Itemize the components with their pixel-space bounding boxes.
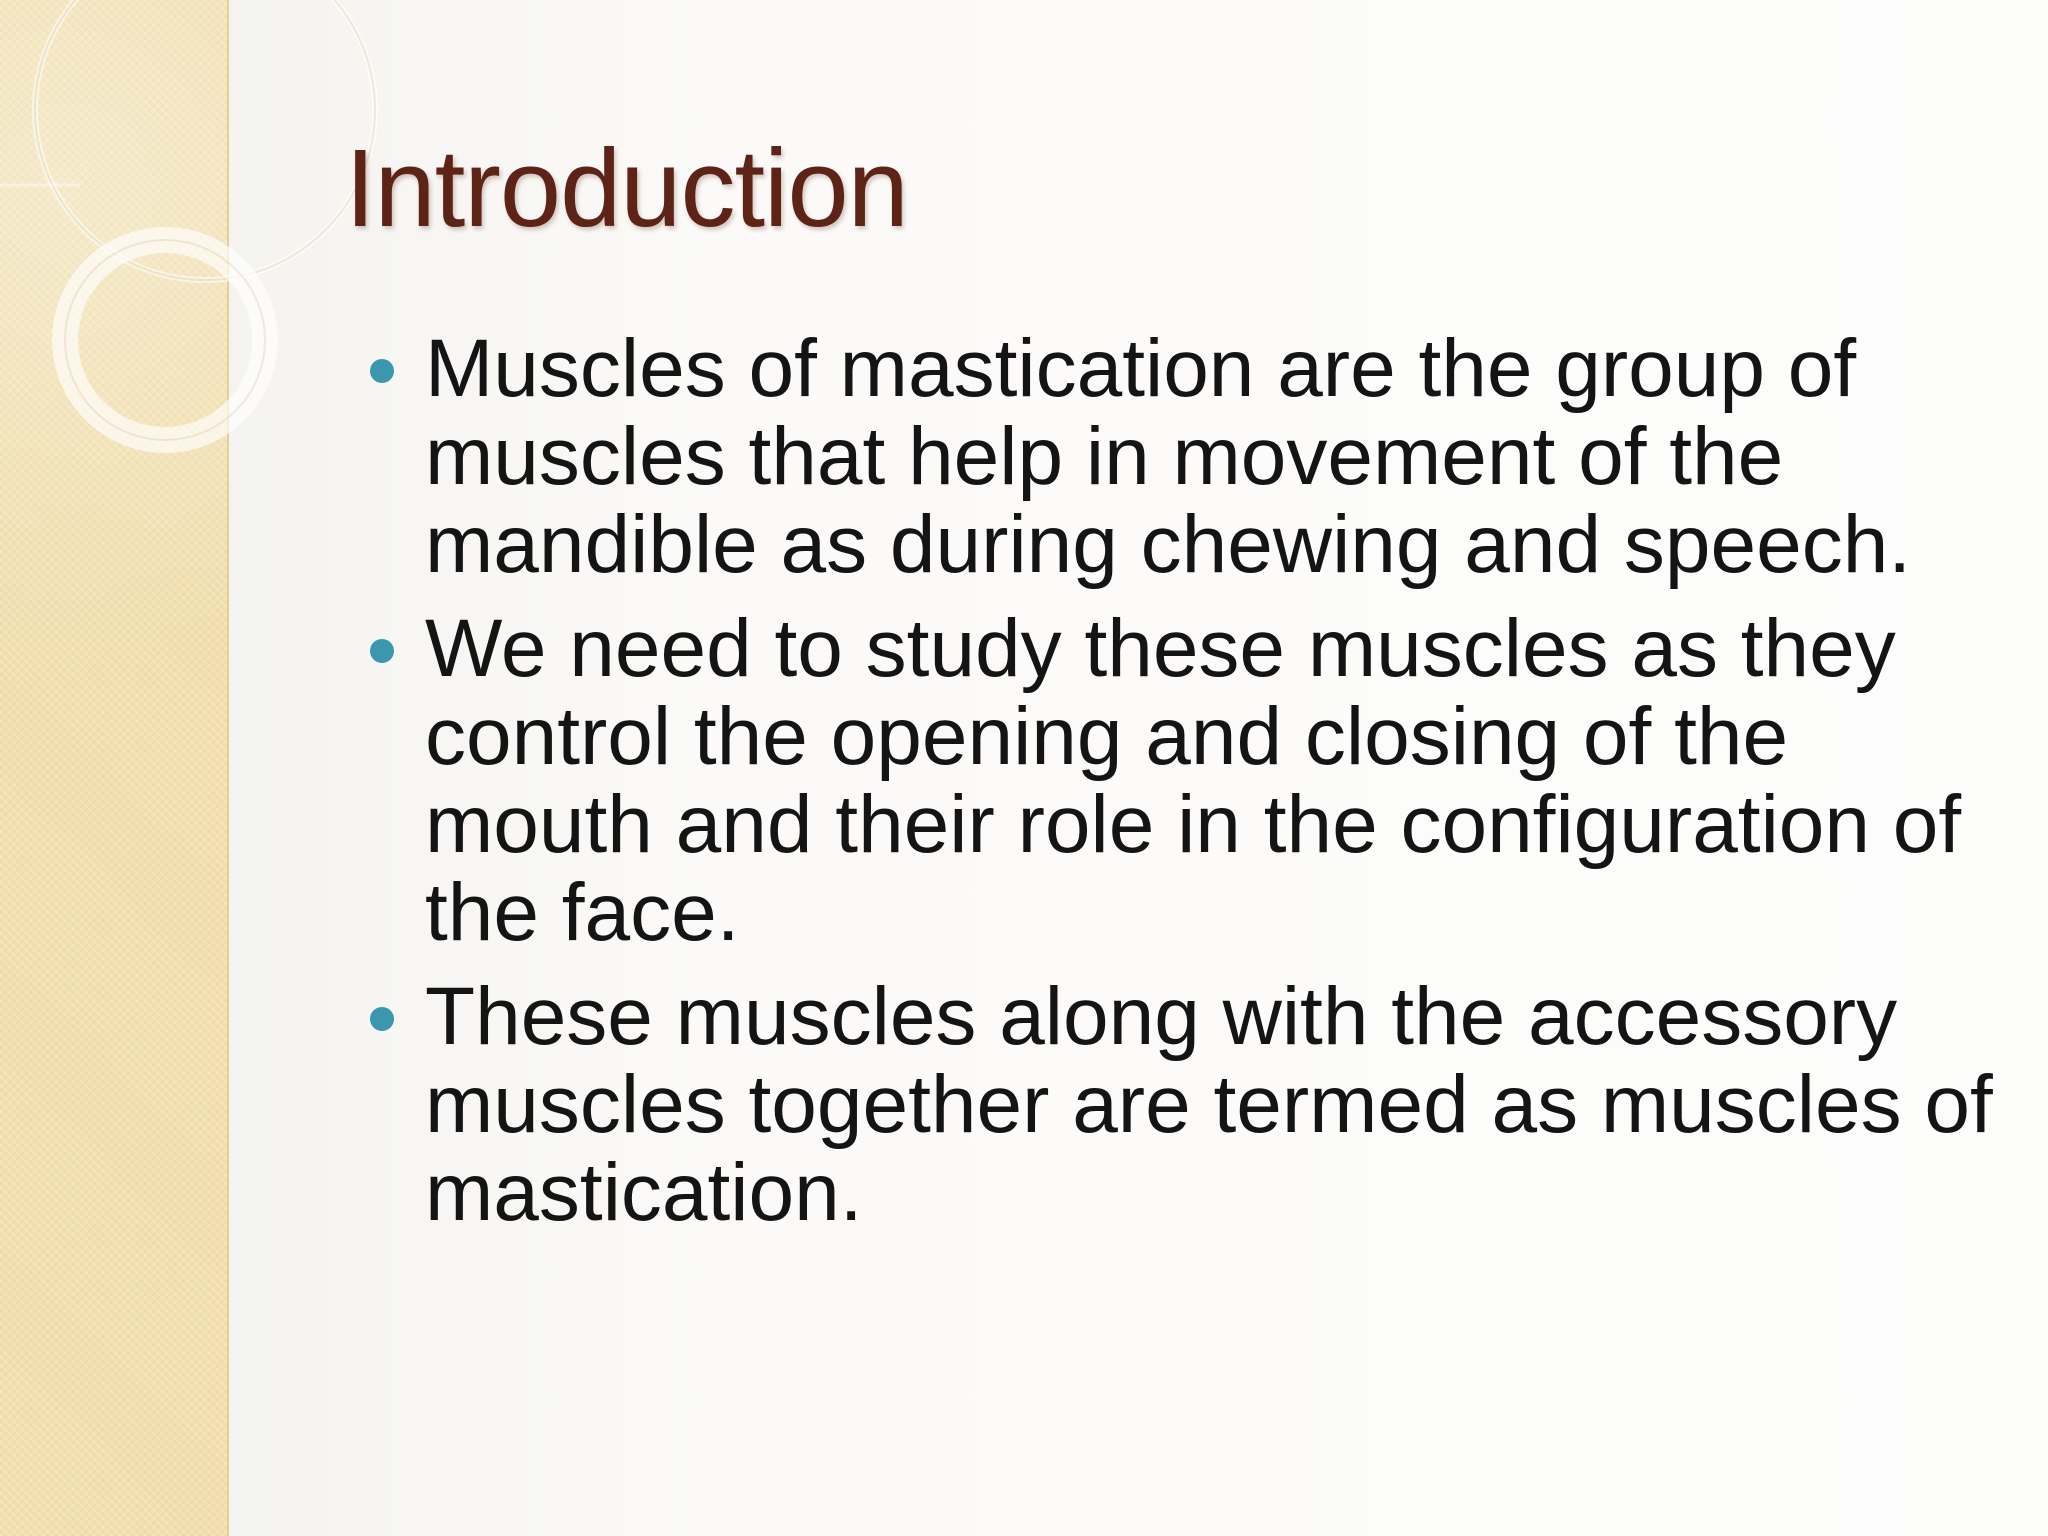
bullet-list [370, 325, 2010, 1253]
bullet-text: These muscles along with the accessory muscles together are termed as muscles of mastication. [425, 971, 1993, 1238]
bullet-text: Muscles of mastication are the group of muscles that help in movement of the mandible as during chewing and speech. [425, 323, 1912, 590]
bullet-dot-icon [370, 639, 394, 663]
slide-title: Introduction [345, 127, 908, 250]
bullet-text: We need to study these muscles as they control the opening and closing of the mouth and their role in the configuration of the face. [425, 603, 1962, 958]
bullet-item [370, 325, 2010, 589]
bullet-dot-icon [370, 1007, 394, 1031]
bullet-item [370, 605, 2010, 957]
decorative-rings-icon [0, 0, 300, 520]
bullet-dot-icon [370, 359, 394, 383]
bullet-item [370, 973, 2010, 1237]
